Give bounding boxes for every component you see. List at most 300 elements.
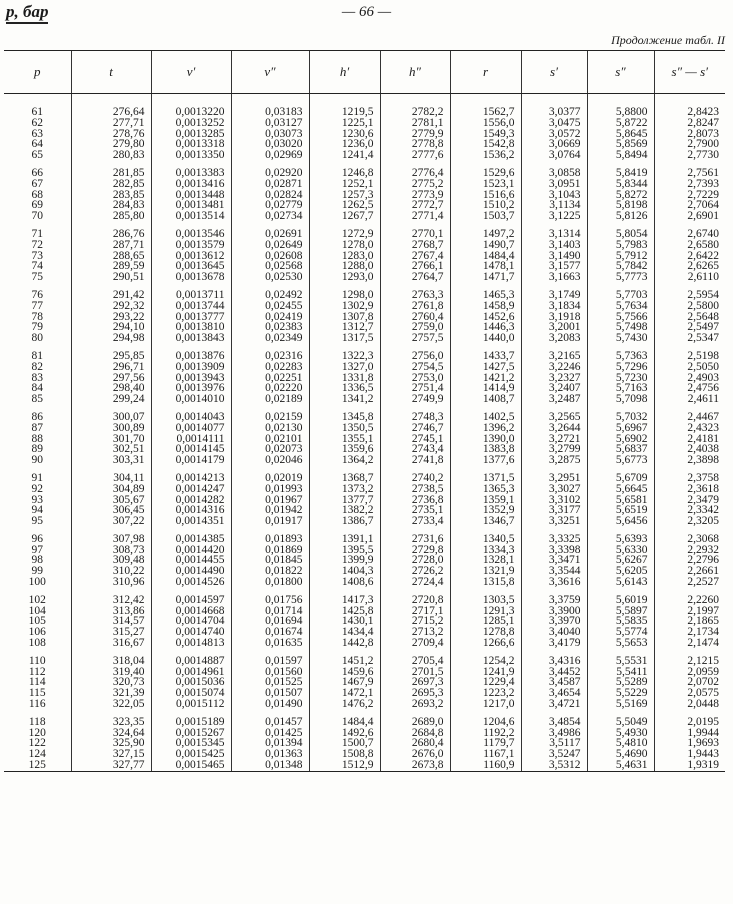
cell-h-liquid: 1307,8 — [309, 312, 380, 323]
table-row — [4, 333, 725, 344]
cell-s-vapor: 5,7912 — [587, 251, 654, 262]
cell-s-difference: 2,5497 — [654, 322, 725, 333]
cell-p: 76 — [31, 288, 43, 301]
cell-p: 118 — [28, 715, 46, 728]
cell-v-vapor: 0,01800 — [231, 577, 309, 588]
cell-t: 290,51 — [71, 272, 151, 283]
cell-v-vapor: 0,01756 — [231, 595, 309, 606]
cell-r: 1433,7 — [450, 351, 521, 362]
cell-s-vapor: 5,7430 — [587, 333, 654, 344]
cell-r: 1396,2 — [450, 423, 521, 434]
table-row — [4, 118, 725, 129]
cell-h-vapor: 2705,4 — [380, 656, 450, 667]
cell-s-liquid: 3,1577 — [521, 261, 587, 272]
cell-p: 84 — [31, 382, 43, 395]
cell-r: 1542,8 — [450, 139, 521, 150]
cell-s-difference: 1,9944 — [654, 728, 725, 739]
cell-v-vapor: 0,03020 — [231, 139, 309, 150]
cell-r: 1377,6 — [450, 455, 521, 466]
cell-p: 62 — [31, 116, 43, 129]
cell-t: 299,24 — [71, 394, 151, 405]
cell-s-vapor: 5,7983 — [587, 240, 654, 251]
cell-s-vapor: 5,5835 — [587, 616, 654, 627]
cell-s-liquid: 3,0669 — [521, 139, 587, 150]
cell-s-liquid: 3,1134 — [521, 200, 587, 211]
cell-h-vapor: 2733,4 — [380, 516, 450, 527]
cell-p: 61 — [31, 106, 43, 118]
cell-r: 1510,2 — [450, 200, 521, 211]
cell-v-vapor: 0,01348 — [231, 760, 309, 771]
cell-v-liquid: 0,0013645 — [151, 261, 231, 272]
cell-r: 1334,3 — [450, 545, 521, 556]
cell-r: 1471,7 — [450, 272, 521, 283]
cell-s-vapor: 5,7032 — [587, 412, 654, 423]
cell-p: 69 — [31, 199, 43, 212]
cell-h-liquid: 1331,8 — [309, 373, 380, 384]
cell-h-vapor: 2684,8 — [380, 728, 450, 739]
cell-s-difference: 2,5050 — [654, 362, 725, 373]
cell-h-vapor: 2776,4 — [380, 168, 450, 179]
cell-h-liquid: 1355,1 — [309, 434, 380, 445]
cell-s-vapor: 5,7230 — [587, 373, 654, 384]
cell-t: 300,07 — [71, 412, 151, 423]
cell-r: 1556,0 — [450, 118, 521, 129]
cell-s-vapor: 5,8126 — [587, 211, 654, 222]
cell-v-liquid: 0,0013678 — [151, 272, 231, 283]
cell-h-vapor: 2778,8 — [380, 139, 450, 150]
cell-v-liquid: 0,0013843 — [151, 333, 231, 344]
cell-v-liquid: 0,0014179 — [151, 455, 231, 466]
cell-v-liquid: 0,0014351 — [151, 516, 231, 527]
cell-h-liquid: 1327,0 — [309, 362, 380, 373]
cell-h-liquid: 1252,1 — [309, 179, 380, 190]
cell-s-difference: 2,6422 — [654, 251, 725, 262]
cell-p: 72 — [31, 238, 43, 251]
cell-v-vapor: 0,02073 — [231, 444, 309, 455]
cell-r: 1562,7 — [450, 94, 521, 118]
cell-r: 1328,1 — [450, 555, 521, 566]
cell-r: 1179,7 — [450, 738, 521, 749]
cell-r: 1529,6 — [450, 168, 521, 179]
cell-p: 90 — [31, 454, 43, 467]
cell-h-liquid: 1484,4 — [309, 717, 380, 728]
cell-h-liquid: 1322,3 — [309, 351, 380, 362]
cell-p: 70 — [31, 210, 43, 223]
cell-t: 288,65 — [71, 251, 151, 262]
cell-r: 1523,1 — [450, 179, 521, 190]
cell-v-vapor: 0,02159 — [231, 412, 309, 423]
cell-s-vapor: 5,8494 — [587, 150, 654, 161]
cell-r: 1254,2 — [450, 656, 521, 667]
cell-t: 295,85 — [71, 351, 151, 362]
cell-s-vapor: 5,6330 — [587, 545, 654, 556]
cell-t: 308,73 — [71, 545, 151, 556]
cell-s-difference: 2,8423 — [654, 94, 725, 118]
cell-h-vapor: 2767,4 — [380, 251, 450, 262]
cell-p: 98 — [31, 554, 43, 567]
cell-s-difference: 2,3479 — [654, 495, 725, 506]
cell-s-difference: 2,4611 — [654, 394, 725, 405]
table-row — [4, 760, 725, 771]
cell-p: 68 — [31, 188, 43, 201]
cell-t: 304,11 — [71, 473, 151, 484]
cell-r: 1371,5 — [450, 473, 521, 484]
cell-s-vapor: 5,5774 — [587, 627, 654, 638]
cell-v-vapor: 0,01394 — [231, 738, 309, 749]
cell-p: 95 — [31, 515, 43, 528]
cell-t: 307,22 — [71, 516, 151, 527]
cell-p: 92 — [31, 482, 43, 495]
cell-h-vapor: 2680,4 — [380, 738, 450, 749]
cell-t: 301,70 — [71, 434, 151, 445]
cell-t: 310,22 — [71, 566, 151, 577]
cell-p: 125 — [4, 760, 71, 771]
cell-h-liquid: 1434,4 — [309, 627, 380, 638]
cell-v-liquid: 0,0014077 — [151, 423, 231, 434]
cell-h-vapor: 2766,1 — [380, 261, 450, 272]
cell-p: 78 — [31, 310, 43, 323]
cell-h-liquid: 1467,9 — [309, 677, 380, 688]
cell-s-vapor: 5,6902 — [587, 434, 654, 445]
cell-s-difference: 2,8247 — [654, 118, 725, 129]
cell-s-difference: 1,9693 — [654, 738, 725, 749]
cell-s-difference: 2,5800 — [654, 301, 725, 312]
cell-s-vapor: 5,4930 — [587, 728, 654, 739]
cell-s-vapor: 5,6581 — [587, 495, 654, 506]
cell-s-liquid: 3,1490 — [521, 251, 587, 262]
cell-v-vapor: 0,02824 — [231, 190, 309, 201]
cell-p: 75 — [31, 271, 43, 284]
cell-v-liquid: 0,0015074 — [151, 688, 231, 699]
cell-p: 64 — [31, 138, 43, 151]
cell-v-liquid: 0,0014282 — [151, 495, 231, 506]
cell-v-vapor: 0,02019 — [231, 473, 309, 484]
cell-r: 1458,9 — [450, 301, 521, 312]
cell-v-liquid: 0,0015267 — [151, 728, 231, 739]
cell-h-liquid: 1312,7 — [309, 322, 380, 333]
cell-s-vapor: 5,4690 — [587, 749, 654, 760]
cell-s-liquid: 3,0572 — [521, 129, 587, 140]
cell-s-vapor: 5,5229 — [587, 688, 654, 699]
cell-h-liquid: 1298,0 — [309, 290, 380, 301]
cell-h-vapor: 2713,2 — [380, 627, 450, 638]
cell-h-vapor: 2751,4 — [380, 383, 450, 394]
cell-v-liquid: 0,0013744 — [151, 301, 231, 312]
cell-s-liquid: 3,0764 — [521, 150, 587, 161]
cell-r: 1490,7 — [450, 240, 521, 251]
cell-r: 1223,2 — [450, 688, 521, 699]
cell-v-vapor: 0,02130 — [231, 423, 309, 434]
cell-h-liquid: 1302,9 — [309, 301, 380, 312]
cell-r: 1346,7 — [450, 516, 521, 527]
cell-v-vapor: 0,02691 — [231, 229, 309, 240]
cell-s-vapor: 5,8722 — [587, 118, 654, 129]
cell-t: 306,45 — [71, 505, 151, 516]
cell-v-liquid: 0,0014010 — [151, 394, 231, 405]
table-row — [4, 272, 725, 283]
cell-v-liquid: 0,0014740 — [151, 627, 231, 638]
cell-v-vapor: 0,01822 — [231, 566, 309, 577]
cell-h-vapor: 2726,2 — [380, 566, 450, 577]
cell-v-vapor: 0,01457 — [231, 717, 309, 728]
cell-s-difference: 2,6265 — [654, 261, 725, 272]
col-header-s-vapor: s″ — [587, 51, 654, 94]
cell-v-liquid: 0,0014111 — [151, 434, 231, 445]
cell-s-liquid: 3,3398 — [521, 545, 587, 556]
cell-h-liquid: 1500,7 — [309, 738, 380, 749]
cell-s-vapor: 5,5897 — [587, 606, 654, 617]
cell-h-liquid: 1508,8 — [309, 749, 380, 760]
cell-h-liquid: 1272,9 — [309, 229, 380, 240]
cell-h-liquid: 1364,2 — [309, 455, 380, 466]
cell-h-liquid: 1512,9 — [309, 760, 380, 771]
cell-s-difference: 2,7064 — [654, 200, 725, 211]
cell-s-liquid: 3,3759 — [521, 595, 587, 606]
cell-t: 303,31 — [71, 455, 151, 466]
cell-s-liquid: 3,4452 — [521, 667, 587, 678]
cell-v-vapor: 0,01967 — [231, 495, 309, 506]
cell-s-vapor: 5,5653 — [587, 638, 654, 649]
cell-h-liquid: 1278,0 — [309, 240, 380, 251]
cell-s-vapor: 5,6645 — [587, 484, 654, 495]
cell-s-liquid: 3,0858 — [521, 168, 587, 179]
cell-h-liquid: 1219,5 — [309, 94, 380, 118]
cell-t: 297,56 — [71, 373, 151, 384]
cell-s-difference: 2,8073 — [654, 129, 725, 140]
cell-h-liquid: 1476,2 — [309, 699, 380, 710]
cell-p: 87 — [31, 421, 43, 434]
cell-h-liquid: 1230,6 — [309, 129, 380, 140]
table-row — [4, 484, 725, 495]
cell-r: 1421,2 — [450, 373, 521, 384]
cell-h-vapor: 2757,5 — [380, 333, 450, 344]
cell-r: 1465,3 — [450, 290, 521, 301]
cell-s-liquid: 3,2001 — [521, 322, 587, 333]
cell-v-vapor: 0,02189 — [231, 394, 309, 405]
cell-v-vapor: 0,02283 — [231, 362, 309, 373]
cell-t: 279,80 — [71, 139, 151, 150]
cell-p: 74 — [31, 260, 43, 273]
cell-p: 67 — [31, 177, 43, 190]
cell-s-liquid: 3,2799 — [521, 444, 587, 455]
cell-v-vapor: 0,01694 — [231, 616, 309, 627]
cell-r: 1192,2 — [450, 728, 521, 739]
cell-s-liquid: 3,4587 — [521, 677, 587, 688]
cell-h-vapor: 2760,4 — [380, 312, 450, 323]
cell-t: 325,90 — [71, 738, 151, 749]
cell-p: 82 — [31, 360, 43, 373]
cell-s-vapor: 5,8198 — [587, 200, 654, 211]
cell-s-liquid: 3,3027 — [521, 484, 587, 495]
cell-s-difference: 2,4181 — [654, 434, 725, 445]
cell-v-vapor: 0,02251 — [231, 373, 309, 384]
cell-p: 120 — [28, 726, 46, 739]
cell-v-liquid: 0,0014420 — [151, 545, 231, 556]
col-header-v-liquid: v′ — [151, 51, 231, 94]
cell-v-liquid: 0,0014043 — [151, 412, 231, 423]
cell-s-difference: 2,1734 — [654, 627, 725, 638]
cell-s-difference: 1,9443 — [654, 749, 725, 760]
cell-v-vapor: 0,01993 — [231, 484, 309, 495]
cell-t: 323,35 — [71, 717, 151, 728]
cell-s-liquid: 3,2721 — [521, 434, 587, 445]
cell-h-liquid: 1283,0 — [309, 251, 380, 262]
cell-h-liquid: 1257,3 — [309, 190, 380, 201]
cell-h-vapor: 2748,3 — [380, 412, 450, 423]
cell-h-vapor: 2715,2 — [380, 616, 450, 627]
cell-s-liquid: 3,5247 — [521, 749, 587, 760]
cell-v-vapor: 0,02649 — [231, 240, 309, 251]
cell-v-vapor: 0,03127 — [231, 118, 309, 129]
cell-v-liquid: 0,0013416 — [151, 179, 231, 190]
cell-p: 110 — [28, 654, 46, 667]
cell-h-liquid: 1373,2 — [309, 484, 380, 495]
cell-s-liquid: 3,3471 — [521, 555, 587, 566]
cell-s-difference: 2,4038 — [654, 444, 725, 455]
cell-r: 1549,3 — [450, 129, 521, 140]
cell-r: 1503,7 — [450, 211, 521, 222]
cell-s-difference: 2,0702 — [654, 677, 725, 688]
cell-h-liquid: 1430,1 — [309, 616, 380, 627]
cell-v-liquid: 0,0015112 — [151, 699, 231, 710]
cell-v-liquid: 0,0013777 — [151, 312, 231, 323]
cell-p: 71 — [31, 227, 43, 240]
cell-s-liquid: 3,5312 — [521, 760, 587, 771]
cell-h-vapor: 2728,0 — [380, 555, 450, 566]
cell-v-liquid: 0,0013514 — [151, 211, 231, 222]
cell-s-liquid: 3,1043 — [521, 190, 587, 201]
col-header-s-liquid: s′ — [521, 51, 587, 94]
cell-s-vapor: 5,6267 — [587, 555, 654, 566]
col-header-v-vapor: v″ — [231, 51, 309, 94]
col-header-h-liquid: h′ — [309, 51, 380, 94]
cell-t: 287,71 — [71, 240, 151, 251]
cell-r: 1278,8 — [450, 627, 521, 638]
cell-v-liquid: 0,0013909 — [151, 362, 231, 373]
cell-s-difference: 2,7229 — [654, 190, 725, 201]
cell-r: 1340,5 — [450, 534, 521, 545]
cell-p: 89 — [31, 443, 43, 456]
cell-p: 65 — [31, 149, 43, 162]
cell-p: 63 — [31, 127, 43, 140]
cell-h-vapor: 2764,7 — [380, 272, 450, 283]
cell-r: 1359,1 — [450, 495, 521, 506]
cell-h-vapor: 2697,3 — [380, 677, 450, 688]
cell-h-vapor: 2720,8 — [380, 595, 450, 606]
cell-r: 1229,4 — [450, 677, 521, 688]
cell-s-vapor: 5,6837 — [587, 444, 654, 455]
steam-properties-table — [4, 50, 725, 772]
cell-s-difference: 2,2260 — [654, 595, 725, 606]
cell-t: 294,98 — [71, 333, 151, 344]
cell-v-liquid: 0,0013876 — [151, 351, 231, 362]
cell-t: 282,85 — [71, 179, 151, 190]
cell-s-liquid: 3,0475 — [521, 118, 587, 129]
cell-s-vapor: 5,7296 — [587, 362, 654, 373]
cell-t: 313,86 — [71, 606, 151, 617]
table-row — [4, 301, 725, 312]
cell-h-liquid: 1359,6 — [309, 444, 380, 455]
cell-p: 73 — [31, 249, 43, 262]
cell-s-vapor: 5,6773 — [587, 455, 654, 466]
cell-s-vapor: 5,6519 — [587, 505, 654, 516]
cell-v-liquid: 0,0013579 — [151, 240, 231, 251]
cell-h-liquid: 1293,0 — [309, 272, 380, 283]
cell-h-vapor: 2746,7 — [380, 423, 450, 434]
cell-r: 1452,6 — [450, 312, 521, 323]
cell-v-liquid: 0,0014385 — [151, 534, 231, 545]
cell-s-difference: 2,5648 — [654, 312, 725, 323]
cell-s-difference: 2,1474 — [654, 638, 725, 649]
cell-p: 85 — [31, 393, 43, 406]
cell-v-liquid: 0,0014704 — [151, 616, 231, 627]
cell-h-vapor: 2743,4 — [380, 444, 450, 455]
cell-h-liquid: 1246,8 — [309, 168, 380, 179]
cell-h-vapor: 2740,2 — [380, 473, 450, 484]
cell-h-liquid: 1417,3 — [309, 595, 380, 606]
table-row — [4, 638, 725, 649]
cell-s-difference: 2,1215 — [654, 656, 725, 667]
cell-v-liquid: 0,0014961 — [151, 667, 231, 678]
cell-s-difference: 2,4756 — [654, 383, 725, 394]
cell-t: 292,32 — [71, 301, 151, 312]
cell-v-liquid: 0,0014316 — [151, 505, 231, 516]
cell-h-liquid: 1391,1 — [309, 534, 380, 545]
cell-s-liquid: 3,1749 — [521, 290, 587, 301]
cell-r: 1414,9 — [450, 383, 521, 394]
cell-s-liquid: 3,4854 — [521, 717, 587, 728]
table-continuation-label: Продолжение табл. II — [611, 33, 725, 47]
cell-v-vapor: 0,02608 — [231, 251, 309, 262]
cell-h-liquid: 1377,7 — [309, 495, 380, 506]
cell-h-vapor: 2781,1 — [380, 118, 450, 129]
cell-s-liquid: 3,4040 — [521, 627, 587, 638]
cell-h-vapor: 2736,8 — [380, 495, 450, 506]
cell-h-liquid: 1241,4 — [309, 150, 380, 161]
cell-h-vapor: 2775,2 — [380, 179, 450, 190]
cell-h-vapor: 2754,5 — [380, 362, 450, 373]
cell-h-vapor: 2724,4 — [380, 577, 450, 588]
cell-p: 100 — [28, 576, 46, 589]
cell-v-vapor: 0,03073 — [231, 129, 309, 140]
cell-p: 79 — [31, 321, 43, 334]
cell-h-vapor: 2673,8 — [380, 760, 450, 771]
cell-v-liquid: 0,0014145 — [151, 444, 231, 455]
cell-s-vapor: 5,8645 — [587, 129, 654, 140]
cell-t: 319,40 — [71, 667, 151, 678]
cell-s-vapor: 5,6456 — [587, 516, 654, 527]
cell-p: 97 — [31, 543, 43, 556]
cell-s-difference: 2,0448 — [654, 699, 725, 710]
cell-s-vapor: 5,8800 — [587, 94, 654, 118]
cell-s-vapor: 5,6019 — [587, 595, 654, 606]
cell-t: 309,48 — [71, 555, 151, 566]
cell-v-vapor: 0,01674 — [231, 627, 309, 638]
cell-p: 96 — [31, 532, 43, 545]
cell-h-vapor: 2770,1 — [380, 229, 450, 240]
cell-s-liquid: 3,2407 — [521, 383, 587, 394]
cell-t: 305,67 — [71, 495, 151, 506]
cell-v-liquid: 0,0013285 — [151, 129, 231, 140]
cell-v-liquid: 0,0013220 — [151, 94, 231, 118]
cell-t: 285,80 — [71, 211, 151, 222]
page-header-unit: p, бар — [6, 2, 48, 22]
cell-v-vapor: 0,03183 — [231, 94, 309, 118]
cell-s-vapor: 5,6143 — [587, 577, 654, 588]
cell-r: 1383,8 — [450, 444, 521, 455]
cell-h-liquid: 1368,7 — [309, 473, 380, 484]
cell-h-liquid: 1382,2 — [309, 505, 380, 516]
